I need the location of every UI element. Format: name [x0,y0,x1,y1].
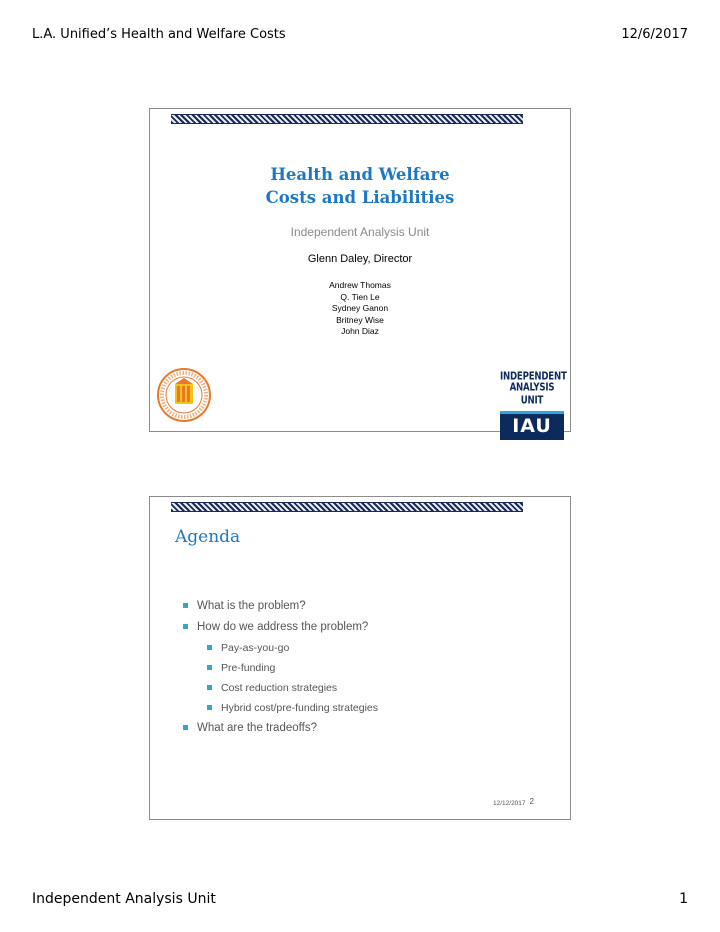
title-line-2: Costs and Liabilities [265,188,455,207]
slide-title [149,108,571,437]
lausd-seal-icon [156,367,212,423]
document-title: L.A. Unified’s Health and Welfare Costs [32,27,286,42]
agenda-bullet-list [183,598,378,741]
sub-bullet-item: Pay-as-you-go [183,640,378,660]
slide-hatch-bar [171,114,523,124]
iau-acronym-box [500,411,564,440]
bullet-item: What are the tradeoffs? [183,720,378,741]
iau-logo-line-1: INDEPENDENT [500,371,567,383]
slide-date: 12/12/2017 [493,800,526,807]
slide-number: 2 [529,797,534,806]
footer-organization: Independent Analysis Unit [32,891,216,907]
iau-logo-line-2: ANALYSIS UNIT [509,382,555,408]
slide-hatch-bar [171,502,523,512]
bullet-item: What is the problem? [183,598,378,619]
page-header [32,27,688,42]
title-line-1: Health and Welfare [270,165,450,184]
slide-footer [493,797,534,807]
page-number: 1 [679,891,688,907]
staff-list [150,280,570,338]
sub-bullet-item: Hybrid cost/pre-funding strategies [183,700,378,720]
iau-logo [500,371,567,437]
sub-bullet-item: Cost reduction strategies [183,680,378,700]
staff-member: Britney Wise [336,314,384,325]
slide-agenda [149,496,571,820]
staff-member: John Diaz [341,326,379,336]
iau-acronym: IAU [512,415,552,437]
staff-member: Q. Tien Le [340,291,380,302]
page-footer [32,891,688,907]
agenda-title: Agenda [175,527,241,547]
slide-subtitle: Independent Analysis Unit [290,225,430,239]
sub-bullet-item: Pre-funding [183,660,378,680]
document-date: 12/6/2017 [621,27,688,42]
staff-member: Sydney Ganon [331,303,389,313]
staff-member: Andrew Thomas [329,280,391,290]
bullet-item: How do we address the problem? [183,619,378,640]
director-name: Glenn Daley, Director [307,253,413,265]
slide-title-heading [150,163,570,209]
